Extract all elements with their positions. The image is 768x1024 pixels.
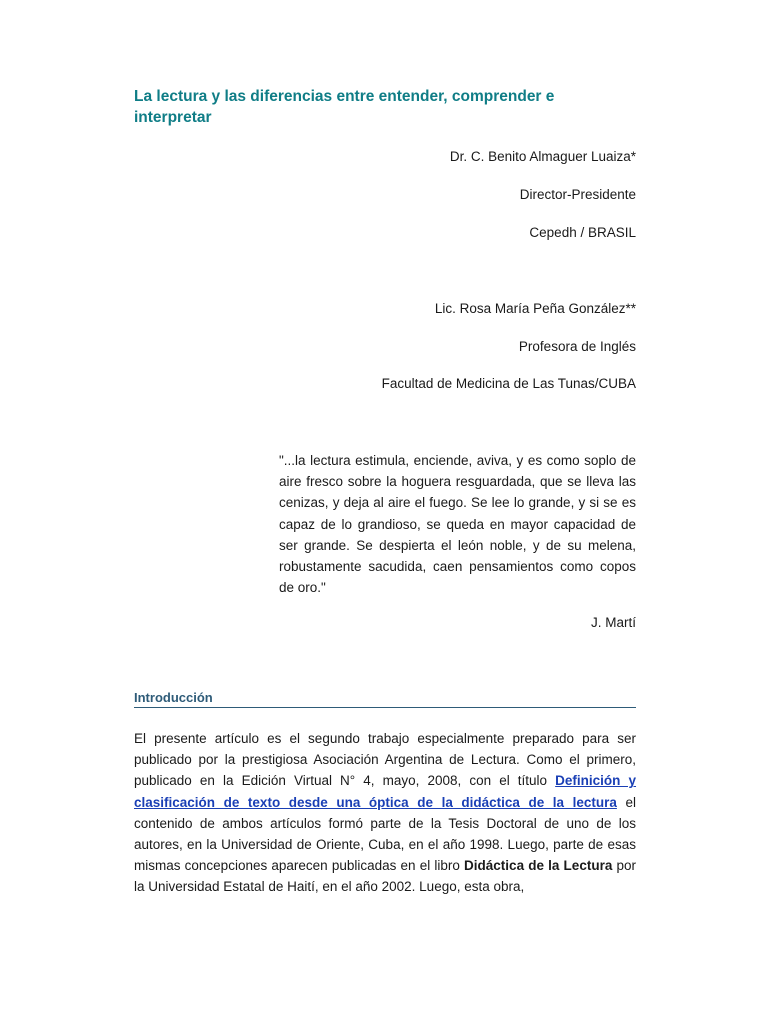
epigraph-quote: "...la lectura estimula, enciende, aviva, y es como soplo de aire fresco sobre la hoguera resguardada, que se lleva las cenizas, y deja al aire el fuego. Se lee lo grande, y si se es capaz de lo grandioso, se queda en mayor capacidad de ser grande. Se despierta el león noble, y de su melena, robustamente sacudida, caen pensamientos como copos de oro." <box>279 453 636 596</box>
author-2-role: Profesora de Inglés <box>518 339 636 354</box>
author-2-affiliation: Facultad de Medicina de Las Tunas/CUBA <box>381 376 636 391</box>
introduction-paragraph <box>134 728 636 898</box>
author-2-name: Lic. Rosa María Peña González** <box>434 301 636 316</box>
author-1-affiliation: Cepedh / BRASIL <box>529 225 636 240</box>
section-heading-introduction: Introducción <box>134 690 636 708</box>
article-link[interactable]: Definición y clasificación de texto desde una óptica de la didáctica de la lectura <box>134 773 637 810</box>
author-1-name: Dr. C. Benito Almaguer Luaiza* <box>449 149 636 164</box>
author-1-role: Director-Presidente <box>519 187 636 202</box>
epigraph-author: J. Martí <box>590 615 636 630</box>
intro-text-part-2: el contenido de ambos artículos formó parte de la Tesis Doctoral de uno de los autores, en la Universidad de Oriente, Cuba, en el año 1998. Luego, parte de esas mismas concepciones aparecen publicadas en el libro <box>134 794 636 874</box>
intro-text-part-1: El presente artículo es el segundo trabajo especialmente preparado para ser publicado por la prestigiosa Asociación Argentina de Lectura. Como el primero, publicado en la Edición Virtual N° 4, mayo, 2008, con el título <box>134 731 636 789</box>
book-title: Didáctica de la Lectura <box>464 858 613 874</box>
intro-text-part-3: por la Universidad Estatal de Haití, en el año 2002. Luego, esta obra, <box>134 858 636 895</box>
article-title: La lectura y las diferencias entre entender, comprender e interpretar <box>134 88 555 126</box>
